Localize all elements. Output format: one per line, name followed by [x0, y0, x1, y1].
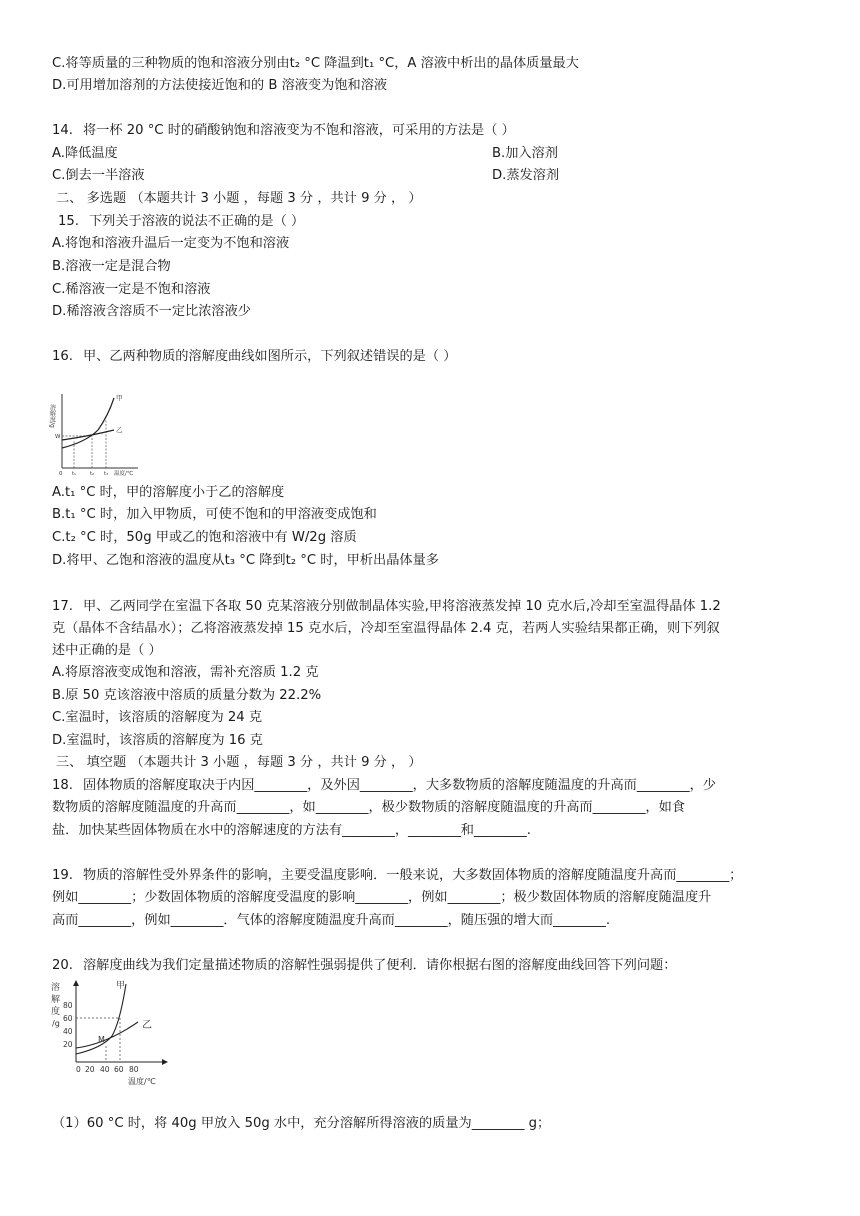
q14-option-b: B.加入溶剂	[492, 146, 558, 161]
q18-line-2: 数物质的溶解度随温度的升高而________，如________，极少数物质的溶解度随温度的升高而________，如食	[52, 800, 685, 815]
q20-sub-question-1: （1）60 °C 时，将 40g 甲放入 50g 水中，充分溶解所得溶液的质量为________ g；	[52, 1116, 551, 1131]
q20-stem	[52, 956, 676, 976]
q16-t1-label: t₁	[72, 471, 76, 477]
q20-label-yi: 乙	[142, 1020, 152, 1031]
q13-option-c: C.将等质量的三种物质的饱和溶液分别由t₂ °C 降温到t₁ °C，A 溶液中析出的晶体质量最大	[52, 56, 579, 71]
q17-stem-line-2: 克（晶体不含结晶水）；乙将溶液蒸发掉 15 克水后，冷却至室温得晶体 2.4 克，若两人实验结果都正确，则下列叙	[52, 621, 720, 636]
q16-origin-label: 0	[59, 471, 63, 477]
q16-w-label: W	[55, 434, 61, 440]
q20-ylabel-2: 解	[51, 995, 61, 1005]
q20-ytick-40: 40	[63, 1027, 73, 1036]
q17-option-c: C.室温时，该溶质的溶解度为 24 克	[52, 710, 263, 725]
q20-ytick-60: 60	[63, 1014, 73, 1023]
q13-option-d: D.可用增加溶剂的方法使接近饱和的 B 溶液变为饱和溶液	[52, 78, 388, 93]
q14-number: 14.	[52, 123, 73, 138]
q17-stem-line-1	[52, 597, 721, 617]
q16-solubility-graph	[50, 390, 142, 478]
q16-option-b: B.t₁ °C 时，加入甲物质，可使不饱和的甲溶液变成饱和	[52, 507, 377, 522]
q14-stem	[52, 121, 515, 141]
q14-text: 将一杯 20 °C 时的硝酸钠饱和溶液变为不饱和溶液，可采用的方法是（ ）	[82, 123, 515, 138]
q15-text: 下列关于溶液的说法不正确的是（ ）	[88, 214, 305, 229]
q18-number: 18.	[52, 778, 73, 793]
q19-number: 19.	[52, 868, 73, 883]
q17-text-1: 甲、乙两同学在室温下各取 50 克某溶液分别做制晶体实验,甲将溶液蒸发掉 10 克水后,冷却至室温得晶体 1.2	[82, 599, 721, 614]
q20-solubility-graph	[50, 978, 180, 1088]
q20-ylabel-4: /g	[52, 1019, 60, 1028]
q20-xtick-20: 20	[85, 1065, 95, 1074]
section-3-heading: 三、 填空题 （本题共计 3 小题 ，每题 3 分 ，共计 9 分 ， ）	[56, 755, 422, 770]
q16-y-axis-label: 溶解度/g	[48, 404, 56, 428]
q16-curve-jia	[62, 398, 114, 448]
q20-text: 溶解度曲线为我们定量描述物质的溶解性强弱提供了便利．请你根据右图的溶解度曲线回答下列问题：	[82, 958, 677, 973]
q16-label-jia: 甲	[116, 394, 123, 402]
q15-option-b: B.溶液一定是混合物	[52, 259, 171, 274]
q15-option-a: A.将饱和溶液升温后一定变为不饱和溶液	[52, 236, 290, 251]
q20-x-arrow	[162, 1059, 168, 1065]
q15-number: 15.	[58, 214, 79, 229]
q20-ytick-80: 80	[63, 1001, 73, 1010]
q20-y-arrow	[73, 980, 79, 986]
q17-option-a: A.将原溶液变成饱和溶液，需补充溶质 1.2 克	[52, 665, 319, 680]
q20-curve-yi	[76, 1022, 138, 1048]
q20-xtick-0: 0	[76, 1065, 81, 1074]
section-2-heading: 二、 多选题 （本题共计 3 小题 ，每题 3 分 ，共计 9 分 ， ）	[56, 191, 422, 206]
q17-option-d: D.室温时，该溶质的溶解度为 16 克	[52, 733, 263, 748]
q19-line-1	[52, 866, 742, 886]
q14-option-a: A.降低温度	[52, 146, 118, 161]
q16-t3-label: t₃	[104, 471, 108, 477]
q20-ylabel-1: 溶	[51, 983, 61, 993]
q20-label-jia: 甲	[116, 981, 126, 991]
q15-option-c: C.稀溶液一定是不饱和溶液	[52, 282, 211, 297]
q15-option-d: D.稀溶液含溶质不一定比浓溶液少	[52, 304, 251, 319]
q18-text-1: 固体物质的溶解度取决于内因________，及外因________，大多数物质的溶解度随温度的升高而________，少	[82, 778, 716, 793]
q16-x-axis-label: 温度/℃	[114, 471, 134, 477]
q16-text: 甲、乙两种物质的溶解度曲线如图所示，下列叙述错误的是（ ）	[82, 349, 457, 364]
q19-line-2: 例如________；少数固体物质的溶解度受温度的影响________，例如________；极少数固体物质的溶解度随温度升	[52, 890, 712, 905]
q20-ytick-20: 20	[63, 1040, 73, 1049]
q16-label-yi: 乙	[116, 426, 123, 434]
q16-number: 16.	[52, 349, 73, 364]
q19-text-1: 物质的溶解性受外界条件的影响，主要受温度影响．一般来说，大多数固体物质的溶解度随温度升高而________；	[82, 868, 743, 883]
q16-t2-label: t₂	[90, 471, 94, 477]
q14-option-c: C.倒去一半溶液	[52, 168, 145, 183]
q16-option-c: C.t₂ °C 时，50g 甲或乙的饱和溶液中有 W/2g 溶质	[52, 530, 357, 545]
q20-x-axis-label: 温度/℃	[128, 1077, 156, 1086]
q20-point-m: M	[98, 1035, 105, 1044]
q15-stem	[58, 212, 304, 232]
q16-stem	[52, 347, 456, 367]
q16-option-a: A.t₁ °C 时，甲的溶解度小于乙的溶解度	[52, 485, 285, 500]
q20-xtick-80: 80	[129, 1065, 139, 1074]
q18-line-3: 盐．加快某些固体物质在水中的溶解速度的方法有________，________和________.	[52, 823, 531, 838]
q16-option-d: D.将甲、乙饱和溶液的温度从t₃ °C 降到t₂ °C 时，甲析出晶体量多	[52, 553, 439, 568]
q20-xtick-40: 40	[100, 1065, 110, 1074]
q14-option-d: D.蒸发溶剂	[492, 168, 560, 183]
q17-number: 17.	[52, 599, 73, 614]
q19-line-3: 高而________，例如________．气体的溶解度随温度升高而________，随压强的增大而________.	[52, 913, 611, 928]
q17-stem-line-3: 述中正确的是（ ）	[52, 643, 162, 658]
q20-number: 20.	[52, 958, 73, 973]
q20-ylabel-3: 度	[51, 1007, 61, 1017]
q20-xtick-60: 60	[114, 1065, 124, 1074]
q18-line-1	[52, 776, 716, 796]
q17-option-b: B.原 50 克该溶液中溶质的质量分数为 22.2%	[52, 688, 322, 703]
